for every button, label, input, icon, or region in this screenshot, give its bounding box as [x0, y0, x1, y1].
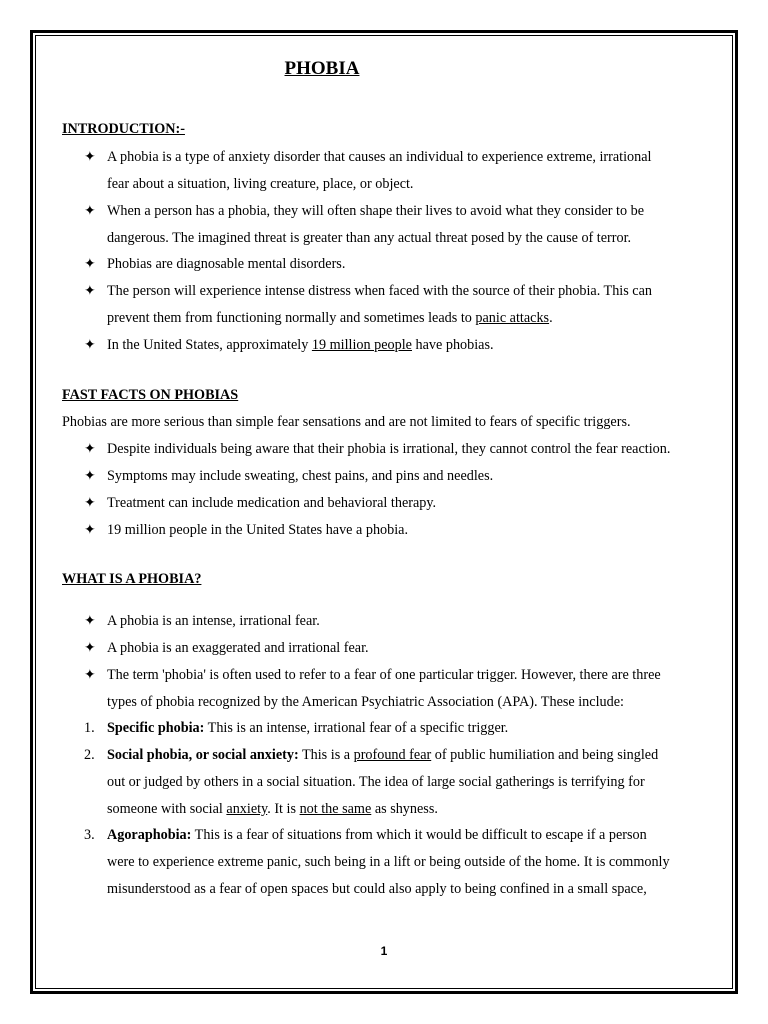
list-number: 1. [84, 720, 95, 736]
intro-bullet-5 [107, 337, 494, 354]
anxiety-link[interactable]: anxiety [226, 801, 268, 817]
intro-bullet-3: Phobias are diagnosable mental disorders. [107, 256, 346, 272]
intro-bullet-2-line-1: When a person has a phobia, they will often shape their lives to avoid what they consider to be [107, 203, 645, 219]
text-segment: have phobias. [411, 337, 494, 353]
bullet-icon: ✦ [84, 668, 96, 683]
document-title: PHOBIA [284, 58, 360, 79]
text-segment: . [549, 310, 553, 326]
bullet-icon: ✦ [84, 204, 96, 219]
facts-bullet-3: Treatment can include medication and behavioral therapy. [107, 495, 437, 511]
bullet-icon: ✦ [84, 469, 96, 484]
text-segment: This is a fear of situations from which it would be difficult to escape if a person [191, 827, 647, 843]
numbered-item-3-line-3: misunderstood as a fear of open spaces but could also apply to being confined in a small space, [107, 881, 647, 897]
numbered-item-2-line-3 [107, 801, 438, 818]
numbered-item-2-line-2: out or judged by others in a social situation. The idea of large social gatherings is terrifying for [107, 774, 645, 790]
text-segment: . It is [267, 801, 300, 817]
fast-facts-lead: Phobias are more serious than simple fear sensations and are not limited to fears of specific triggers. [62, 414, 631, 430]
numbered-item-3-line-2: were to experience extreme panic, such being in a lift or being outside of the home. It is commonly [107, 854, 670, 870]
bullet-icon: ✦ [84, 523, 96, 538]
what-bullet-2: A phobia is an exaggerated and irrational fear. [107, 640, 369, 656]
bullet-icon: ✦ [84, 257, 96, 272]
section-heading-fast-facts: FAST FACTS ON PHOBIAS [62, 387, 239, 403]
text-segment: This is an intense, irrational fear of a specific trigger. [204, 720, 509, 736]
page-number: 1 [380, 944, 388, 958]
term-label: Agoraphobia: [107, 827, 192, 843]
intro-bullet-1-line-1: A phobia is a type of anxiety disorder that causes an individual to experience extreme, irrational [107, 149, 652, 165]
facts-bullet-1: Despite individuals being aware that their phobia is irrational, they cannot control the fear reaction. [107, 441, 671, 457]
section-heading-what-is-a-phobia: WHAT IS A PHOBIA? [62, 571, 202, 587]
text-segment: prevent them from functioning normally and sometimes leads to [107, 310, 476, 326]
bullet-icon: ✦ [84, 284, 96, 299]
text-segment: In the United States, approximately [107, 337, 312, 353]
text-segment: someone with social [107, 801, 227, 817]
bullet-icon: ✦ [84, 442, 96, 457]
section-heading-introduction: INTRODUCTION:- [62, 121, 185, 137]
what-bullet-3-line-2: types of phobia recognized by the American Psychiatric Association (APA). These include: [107, 694, 624, 710]
intro-bullet-1-line-2: fear about a situation, living creature, place, or object. [107, 176, 414, 192]
facts-bullet-2: Symptoms may include sweating, chest pains, and pins and needles. [107, 468, 494, 484]
bullet-icon: ✦ [84, 150, 96, 165]
what-bullet-1: A phobia is an intense, irrational fear. [107, 613, 320, 629]
not-the-same-link[interactable]: not the same [299, 801, 372, 817]
bullet-icon: ✦ [84, 496, 96, 511]
text-segment: as shyness. [371, 801, 438, 817]
term-label: Social phobia, or social anxiety: [107, 747, 299, 763]
list-number: 3. [84, 827, 95, 843]
intro-bullet-2-line-2: dangerous. The imagined threat is greater than any actual threat posed by the cause of terror. [107, 230, 632, 246]
numbered-item-2-line-1 [107, 747, 658, 764]
list-number: 2. [84, 747, 95, 763]
intro-bullet-4-line-2 [107, 310, 553, 327]
numbered-item-1 [107, 720, 508, 737]
text-segment: of public humiliation and being singled [431, 747, 659, 763]
bullet-icon: ✦ [84, 338, 96, 353]
text-segment: This is a [298, 747, 354, 763]
profound-fear-link[interactable]: profound fear [353, 747, 432, 763]
panic-attacks-link[interactable]: panic attacks [475, 310, 550, 326]
19-million-people-link[interactable]: 19 million people [311, 337, 412, 353]
bullet-icon: ✦ [84, 641, 96, 656]
bullet-icon: ✦ [84, 614, 96, 629]
term-label: Specific phobia: [107, 720, 205, 736]
intro-bullet-4-line-1: The person will experience intense distress when faced with the source of their phobia. This can [107, 283, 652, 299]
facts-bullet-4: 19 million people in the United States have a phobia. [107, 522, 409, 538]
numbered-item-3-line-1 [107, 827, 647, 844]
what-bullet-3-line-1: The term 'phobia' is often used to refer to a fear of one particular trigger. However, there are three [107, 667, 661, 683]
